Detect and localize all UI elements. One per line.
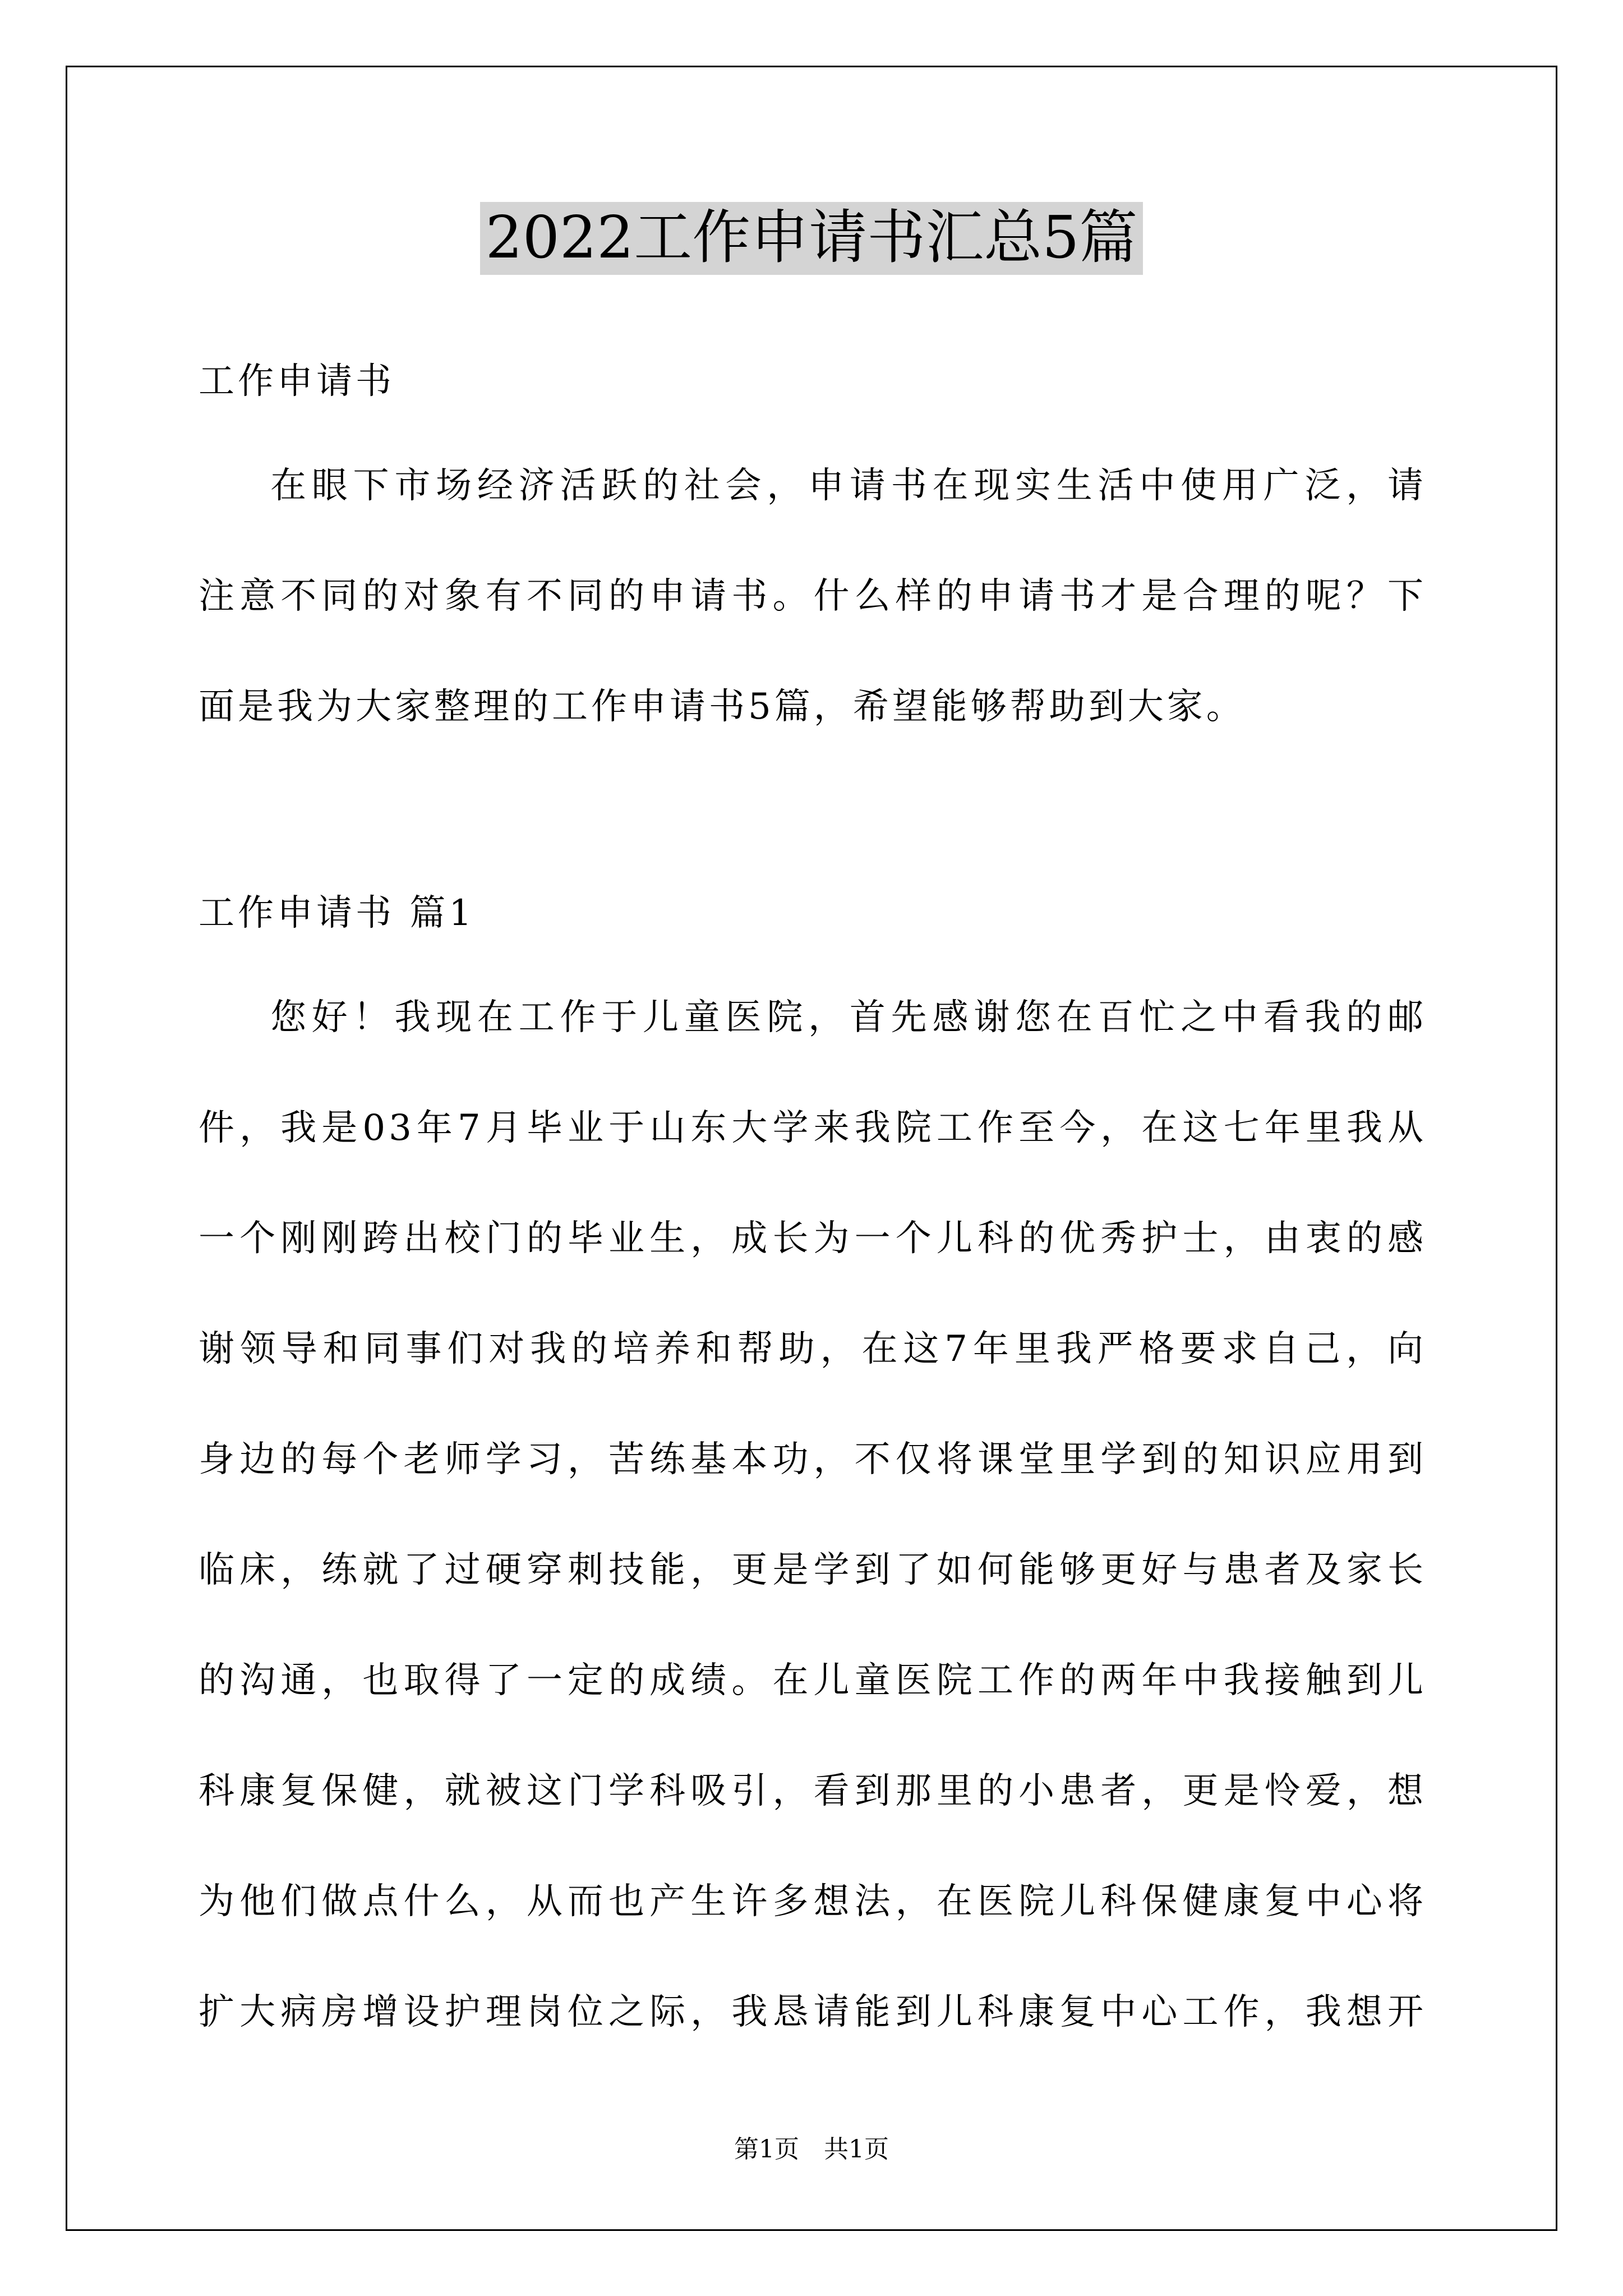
title-container bbox=[0, 202, 1623, 275]
paragraph-line: 扩大病房增设护理岗位之际，我恳请能到儿科康复中心工作，我想开 bbox=[199, 1991, 1427, 2033]
paragraph-line: 件，我是03年7月毕业于山东大学来我院工作至今，在这七年里我从 bbox=[199, 1107, 1427, 1149]
paragraph-line: 的沟通，也取得了一定的成绩。在儿童医院工作的两年中我接触到儿 bbox=[199, 1660, 1427, 1701]
section-heading: 工作申请书 篇1 bbox=[199, 892, 476, 934]
paragraph-line: 在眼下市场经济活跃的社会，申请书在现实生活中使用广泛，请 bbox=[270, 465, 1427, 507]
paragraph-line: 面是我为大家整理的工作申请书5篇，希望能够帮助到大家。 bbox=[199, 686, 1246, 728]
paragraph-line: 临床，练就了过硬穿刺技能，更是学到了如何能够更好与患者及家长 bbox=[199, 1549, 1427, 1591]
paragraph-line: 谢领导和同事们对我的培养和帮助，在这7年里我严格要求自己，向 bbox=[199, 1328, 1427, 1370]
paragraph-line: 身边的每个老师学习，苦练基本功，不仅将课堂里学到的知识应用到 bbox=[199, 1439, 1427, 1480]
paragraph-line: 注意不同的对象有不同的申请书。什么样的申请书才是合理的呢？下 bbox=[199, 576, 1427, 617]
paragraph-line: 科康复保健，就被这门学科吸引，看到那里的小患者，更是怜爱，想 bbox=[199, 1770, 1427, 1812]
intro-heading: 工作申请书 bbox=[199, 361, 395, 402]
paragraph-line: 为他们做点什么，从而也产生许多想法，在医院儿科保健康复中心将 bbox=[199, 1881, 1427, 1922]
paragraph-line: 一个刚刚跨出校门的毕业生，成长为一个儿科的优秀护士，由衷的感 bbox=[199, 1218, 1427, 1259]
document-title: 2022工作申请书汇总5篇 bbox=[480, 202, 1144, 275]
paragraph-line: 您好！我现在工作于儿童医院，首先感谢您在百忙之中看我的邮 bbox=[270, 997, 1427, 1038]
page-number-footer: 第1页 共1页 bbox=[734, 2135, 889, 2164]
